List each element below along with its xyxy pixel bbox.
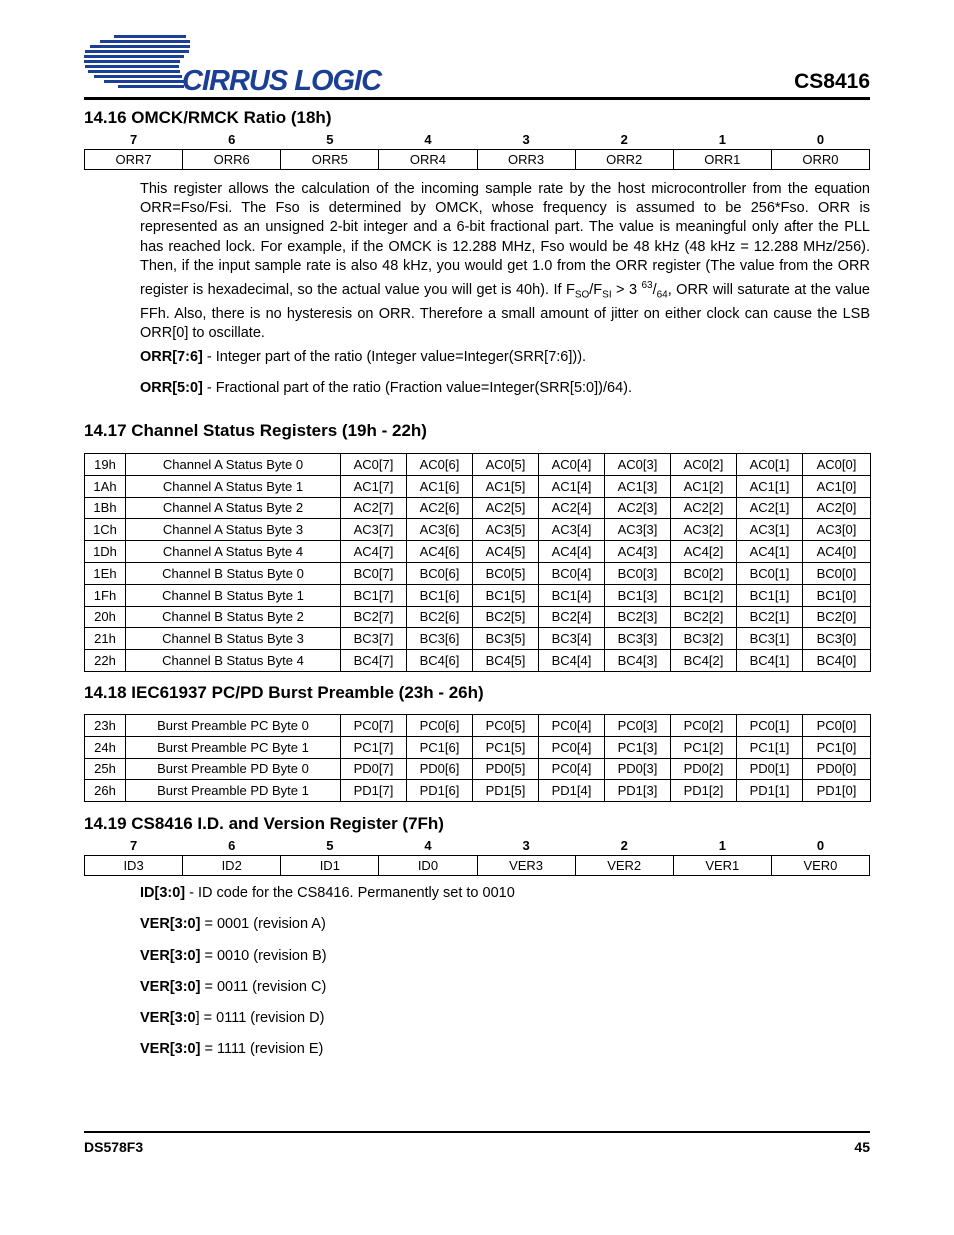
bit-cell: AC3[2] [671, 519, 737, 541]
bit-cell: AC4[6] [407, 541, 473, 563]
table-row [85, 584, 871, 606]
bit-cell: BC1[7] [341, 584, 407, 606]
channel-status-table [84, 453, 871, 672]
bit-cell: BC3[5] [473, 628, 539, 650]
ver-desc-e [140, 1041, 323, 1057]
orr-para-text: This register allows the calculation of the incoming sample rate by the host microcontroller from the equation ORR=Fso/Fsi. The Fso is determined by OMCK, whose frequency is assumed to be 256*Fso. ORR is represented as an unsigned 2-bit integer and a 6-bit fractional part. The value is meaningful only after the PLL has reached lock. For example, if the OMCK is 12.288 MHz, Fso would be 48 kHz (48 kHz = 12.288 MHz/256). Then, if the input sample rate is also 48 kHz, you would get 1.0 from the ORR register (The value from the ORR register is hexadecimal, so the actual value you will get is 40h). [140, 181, 870, 298]
bit-cell: BC4[4] [539, 650, 605, 672]
bit-cell: ORR5 [281, 149, 379, 169]
bit-cell: PD0[5] [473, 758, 539, 780]
bit-cell: PC1[5] [473, 736, 539, 758]
fraction-slash: / [652, 281, 657, 298]
field-label: VER[3:0] [140, 979, 201, 995]
field-text: - ID code for the CS8416. Permanently set to 0010 [185, 885, 515, 901]
bit-number: 4 [424, 838, 432, 854]
bit-cell: BC1[3] [605, 584, 671, 606]
field-text: = 0010 (revision B) [200, 948, 327, 964]
bit-cell: ID3 [85, 855, 183, 875]
bit-cell: AC0[6] [407, 454, 473, 476]
field-label: ID[3:0] [140, 885, 186, 901]
bit-cell: BC4[2] [671, 650, 737, 672]
bit-cell: BC1[4] [539, 584, 605, 606]
register-address: 24h [85, 736, 126, 758]
ver-desc-c [140, 979, 326, 995]
bit-cell: VER3 [477, 855, 575, 875]
bit-cell: AC3[4] [539, 519, 605, 541]
id-version-register-table [84, 837, 870, 876]
bit-cell: VER0 [771, 855, 869, 875]
bit-cell: BC4[6] [407, 650, 473, 672]
field-text: = 0011 (revision C) [200, 979, 327, 995]
register-name: Channel B Status Byte 3 [126, 628, 341, 650]
register-name: Channel B Status Byte 1 [126, 584, 341, 606]
bit-cell: BC0[4] [539, 562, 605, 584]
bit-cell: BC4[7] [341, 650, 407, 672]
bit-cell: PD0[0] [803, 758, 871, 780]
field-label: VER[3:0 [140, 1010, 196, 1026]
bit-cell: PC0[4] [539, 758, 605, 780]
register-address: 1Ch [85, 519, 126, 541]
table-row [85, 606, 871, 628]
bit-cell: AC1[1] [737, 475, 803, 497]
bit-number: 4 [424, 132, 432, 148]
orr-para-gt: > 3 [611, 281, 642, 298]
bit-cell: BC0[5] [473, 562, 539, 584]
register-name: Channel A Status Byte 2 [126, 497, 341, 519]
bit-number: 6 [228, 132, 236, 148]
ver-desc-b [140, 948, 327, 964]
bit-number: 1 [718, 838, 726, 854]
bit-cell: BC3[3] [605, 628, 671, 650]
bit-cell: PC0[5] [473, 715, 539, 737]
bit-cell: AC4[2] [671, 541, 737, 563]
bit-cell: PC0[7] [341, 715, 407, 737]
bit-cell: BC4[3] [605, 650, 671, 672]
id-desc [140, 885, 515, 901]
bit-number: 3 [522, 838, 530, 854]
bit-cell: ORR4 [379, 149, 477, 169]
bit-cell: AC3[7] [341, 519, 407, 541]
bit-cell: ID0 [379, 855, 477, 875]
bit-cell: ORR3 [477, 149, 575, 169]
field-text: - Integer part of the ratio (Integer value=Integer(SRR[7:6])). [202, 349, 587, 365]
register-address: 1Bh [85, 497, 126, 519]
bit-cell: BC2[7] [341, 606, 407, 628]
bit-cell: PD1[7] [341, 780, 407, 802]
section-title-burst-preamble: 14.18 IEC61937 PC/PD Burst Preamble (23h - 26h) [84, 683, 484, 702]
bit-number: 7 [129, 132, 138, 148]
bit-cell: BC1[6] [407, 584, 473, 606]
bit-cell: AC1[0] [803, 475, 871, 497]
bit-cell: AC1[5] [473, 475, 539, 497]
bit-cell: PD1[3] [605, 780, 671, 802]
register-address: 1Ah [85, 475, 126, 497]
register-name: Burst Preamble PC Byte 1 [126, 736, 341, 758]
page-number: 45 [854, 1139, 870, 1155]
bit-cell: BC3[0] [803, 628, 871, 650]
register-name: Channel B Status Byte 2 [126, 606, 341, 628]
field-label: ORR[5:0] [140, 380, 203, 396]
bit-cell: AC2[4] [539, 497, 605, 519]
field-text: = 0001 (revision A) [200, 916, 326, 932]
register-name: Channel B Status Byte 0 [126, 562, 341, 584]
table-row [85, 541, 871, 563]
bit-cell: BC4[0] [803, 650, 871, 672]
bit-cell: BC2[1] [737, 606, 803, 628]
bit-cell: BC2[5] [473, 606, 539, 628]
bit-cell: AC2[3] [605, 497, 671, 519]
bit-cell: BC4[1] [737, 650, 803, 672]
fraction-denominator: 64 [656, 289, 668, 301]
orr-para-slash: /F [589, 281, 603, 298]
bit-cell: PC1[6] [407, 736, 473, 758]
bit-cell: AC4[5] [473, 541, 539, 563]
table-row [85, 650, 871, 672]
bit-cell: AC2[1] [737, 497, 803, 519]
orr-description [140, 180, 870, 343]
bit-number: 2 [620, 132, 628, 148]
bit-cell: BC2[6] [407, 606, 473, 628]
ver-desc-a [140, 916, 326, 932]
bit-cell: PC1[1] [737, 736, 803, 758]
bit-cell: BC2[3] [605, 606, 671, 628]
bit-cell: AC4[3] [605, 541, 671, 563]
bit-cell: PD0[7] [341, 758, 407, 780]
bit-cell: AC0[4] [539, 454, 605, 476]
table-row [85, 758, 871, 780]
bit-cell: AC2[5] [473, 497, 539, 519]
logo-wordmark: CIRRUS LOGIC [182, 65, 382, 97]
fso-sub: SO [574, 289, 590, 301]
bit-cell: VER1 [673, 855, 771, 875]
bit-cell: AC0[5] [473, 454, 539, 476]
table-row [85, 628, 871, 650]
header-rule [84, 97, 870, 100]
bit-number: 6 [228, 838, 236, 854]
bit-cell: PC0[4] [539, 715, 605, 737]
section-title-channel-status: 14.17 Channel Status Registers (19h - 22h) [84, 421, 427, 440]
bit-cell: PC1[2] [671, 736, 737, 758]
bit-cell: PC0[0] [803, 715, 871, 737]
register-name: Burst Preamble PC Byte 0 [126, 715, 341, 737]
footer-rule [84, 1131, 870, 1133]
bit-cell: AC3[6] [407, 519, 473, 541]
bit-cell: ORR1 [673, 149, 771, 169]
document-number: DS578F3 [84, 1139, 144, 1155]
bit-cell: PC0[1] [737, 715, 803, 737]
bit-cell: AC0[1] [737, 454, 803, 476]
bit-cell: PD1[1] [737, 780, 803, 802]
bit-cell: AC0[3] [605, 454, 671, 476]
bit-cell: BC0[7] [341, 562, 407, 584]
register-name: Channel A Status Byte 3 [126, 519, 341, 541]
bit-cell: PC1[0] [803, 736, 871, 758]
bit-cell: PD1[2] [671, 780, 737, 802]
register-address: 21h [85, 628, 126, 650]
bit-cell: AC2[6] [407, 497, 473, 519]
bit-cell: AC3[3] [605, 519, 671, 541]
bit-cell: PD1[4] [539, 780, 605, 802]
register-address: 23h [85, 715, 126, 737]
register-name: Channel B Status Byte 4 [126, 650, 341, 672]
bit-number: 5 [326, 132, 334, 148]
bit-cell: ID1 [281, 855, 379, 875]
bit-cell: BC3[7] [341, 628, 407, 650]
bit-cell: BC1[2] [671, 584, 737, 606]
orr-para-if: If F [553, 281, 575, 298]
chip-title: CS8416 [794, 70, 870, 93]
bit-cell: BC3[2] [671, 628, 737, 650]
bit-cell: PD1[6] [407, 780, 473, 802]
bit-cell: ORR0 [771, 149, 869, 169]
bit-number: 0 [816, 838, 825, 854]
cirrus-logic-logo [84, 34, 382, 97]
register-address: 25h [85, 758, 126, 780]
bit-number: 0 [816, 132, 825, 148]
register-name: Burst Preamble PD Byte 1 [126, 780, 341, 802]
bit-cell: PD1[0] [803, 780, 871, 802]
bit-number: 3 [522, 132, 530, 148]
register-name: Channel A Status Byte 0 [126, 454, 341, 476]
table-row [85, 519, 871, 541]
bit-cell: PD0[2] [671, 758, 737, 780]
table-row [85, 780, 871, 802]
bit-cell: AC4[1] [737, 541, 803, 563]
table-row [85, 454, 871, 476]
orr-register-table [84, 131, 870, 170]
bit-number: 5 [326, 838, 334, 854]
bit-cell: PD1[5] [473, 780, 539, 802]
bit-cell: BC0[6] [407, 562, 473, 584]
bit-cell: PD0[6] [407, 758, 473, 780]
bit-cell: AC1[4] [539, 475, 605, 497]
section-title-orr: 14.16 OMCK/RMCK Ratio (18h) [84, 108, 332, 127]
bit-cell: BC2[2] [671, 606, 737, 628]
bit-number: 1 [718, 132, 726, 148]
ver-desc-d [140, 1010, 324, 1026]
bit-cell: AC2[2] [671, 497, 737, 519]
register-address: 1Dh [85, 541, 126, 563]
bit-cell: AC4[7] [341, 541, 407, 563]
bit-cell: BC2[0] [803, 606, 871, 628]
bit-cell: BC3[6] [407, 628, 473, 650]
bit-cell: PC0[3] [605, 715, 671, 737]
register-address: 1Eh [85, 562, 126, 584]
bit-cell: AC2[7] [341, 497, 407, 519]
table-row [85, 562, 871, 584]
fsi-sub: SI [602, 289, 612, 301]
bit-cell: AC0[2] [671, 454, 737, 476]
bit-cell: BC1[0] [803, 584, 871, 606]
register-address: 1Fh [85, 584, 126, 606]
section-title-id-version: 14.19 CS8416 I.D. and Version Register (7Fh) [84, 814, 444, 833]
bit-cell: AC1[2] [671, 475, 737, 497]
bit-cell: AC1[6] [407, 475, 473, 497]
bit-cell: VER2 [575, 855, 673, 875]
orr-integer-desc [140, 349, 586, 365]
bit-cell: BC3[4] [539, 628, 605, 650]
fraction-numerator: 63 [641, 280, 653, 292]
orr-para-text-2: , ORR will saturate at the value FFh. Also, there is no hysteresis on ORR. Therefore a small amount of jitter on either clock can cause the LSB ORR[0] to oscillate. [140, 281, 870, 342]
register-address: 26h [85, 780, 126, 802]
table-row [85, 715, 871, 737]
register-name: Channel A Status Byte 4 [126, 541, 341, 563]
bit-cell: BC0[2] [671, 562, 737, 584]
field-text: ] = 0111 (revision D) [195, 1010, 325, 1026]
bit-number: 2 [620, 838, 628, 854]
burst-preamble-table [84, 714, 871, 802]
bit-cell: AC4[0] [803, 541, 871, 563]
bit-cell: BC0[0] [803, 562, 871, 584]
bit-cell: AC1[3] [605, 475, 671, 497]
register-name: Channel A Status Byte 1 [126, 475, 341, 497]
field-label: VER[3:0] [140, 948, 201, 964]
table-row [85, 475, 871, 497]
field-text: = 1111 (revision E) [200, 1041, 324, 1057]
register-name: Burst Preamble PD Byte 0 [126, 758, 341, 780]
bit-cell: BC0[1] [737, 562, 803, 584]
table-row [85, 736, 871, 758]
bit-cell: AC3[0] [803, 519, 871, 541]
register-address: 20h [85, 606, 126, 628]
bit-cell: ORR6 [183, 149, 281, 169]
bit-cell: BC1[5] [473, 584, 539, 606]
bit-cell: BC3[1] [737, 628, 803, 650]
bit-cell: PC1[3] [605, 736, 671, 758]
field-label: VER[3:0] [140, 916, 201, 932]
register-address: 22h [85, 650, 126, 672]
bit-cell: AC0[7] [341, 454, 407, 476]
bit-cell: AC2[0] [803, 497, 871, 519]
bit-cell: BC0[3] [605, 562, 671, 584]
bit-cell: ID2 [183, 855, 281, 875]
bit-cell: BC4[5] [473, 650, 539, 672]
bit-cell: BC2[4] [539, 606, 605, 628]
bit-cell: ORR2 [575, 149, 673, 169]
orr-fraction-desc [140, 380, 632, 396]
bit-cell: AC0[0] [803, 454, 871, 476]
bit-cell: PC1[7] [341, 736, 407, 758]
field-text: - Fractional part of the ratio (Fraction value=Integer(SRR[5:0])/64). [202, 380, 632, 396]
bit-cell: PC0[2] [671, 715, 737, 737]
register-address: 19h [85, 454, 126, 476]
bit-cell: PD0[1] [737, 758, 803, 780]
bit-cell: BC1[1] [737, 584, 803, 606]
bit-cell: AC3[1] [737, 519, 803, 541]
bit-cell: AC4[4] [539, 541, 605, 563]
bit-cell: ORR7 [85, 149, 183, 169]
field-label: VER[3:0] [140, 1041, 201, 1057]
bit-cell: PC0[4] [539, 736, 605, 758]
bit-cell: AC1[7] [341, 475, 407, 497]
field-label: ORR[7:6] [140, 349, 203, 365]
bit-cell: PD0[3] [605, 758, 671, 780]
table-row [85, 497, 871, 519]
bit-cell: PC0[6] [407, 715, 473, 737]
bit-cell: AC3[5] [473, 519, 539, 541]
bit-number: 7 [129, 838, 138, 854]
